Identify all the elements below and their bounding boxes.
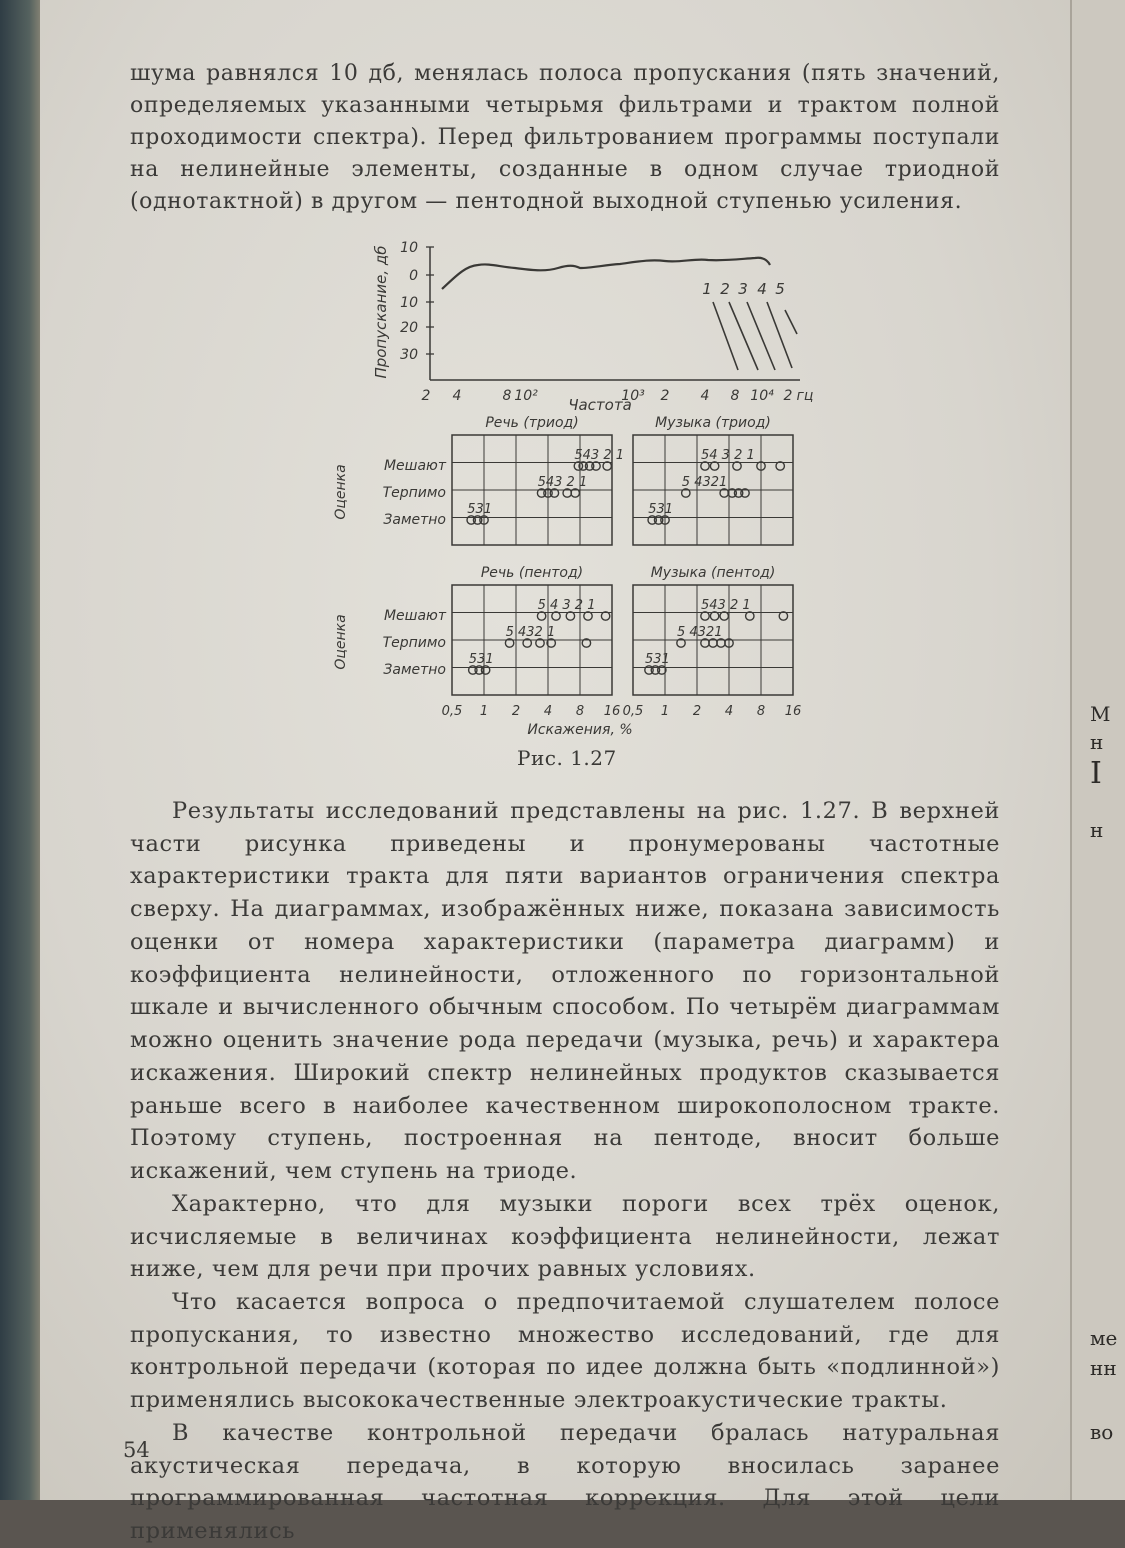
adjacent-page-edge xyxy=(1070,0,1125,1500)
grid-x-tick-label: 16 xyxy=(603,704,621,719)
grid-y-label-upper: Оценка xyxy=(333,464,349,520)
grid-x-tick-label: 4 xyxy=(724,704,734,719)
freq-y-tick-label: 20 xyxy=(400,320,418,336)
rating-marker xyxy=(603,462,611,470)
freq-y-tick-label: 30 xyxy=(400,347,418,363)
panel-title: Музыка (триод) xyxy=(655,415,771,431)
rating-marker xyxy=(710,462,718,470)
right-page-fragment: М xyxy=(1090,702,1111,726)
freq-y-tick-label: 0 xyxy=(409,268,418,284)
grid-y-label-lower: Оценка xyxy=(333,614,349,670)
top-paragraph-block xyxy=(130,58,1000,217)
freq-chart xyxy=(372,240,813,414)
freq-y-axis-label: Пропускание, дб xyxy=(372,245,390,379)
curve-number-label: 5 xyxy=(775,280,785,298)
curve-number-label: 1 xyxy=(702,280,712,298)
figure-caption: Рис. 1.27 xyxy=(517,746,617,770)
series-number-label: 543 2 1 xyxy=(701,598,751,613)
rating-marker xyxy=(710,612,718,620)
curve-number-label: 2 xyxy=(720,280,730,298)
grid-x-tick-label: 2 xyxy=(692,704,702,719)
rating-marker xyxy=(592,462,600,470)
page-number: 54 xyxy=(123,1438,150,1462)
rating-row-label: Терпимо xyxy=(382,635,446,651)
body-paragraph: Результаты исследований представлены на рис. 1.27. В верхней части рисунка приведены и пронумерованы частотные характеристики тракта для пяти вариантов ограничения спектра сверху. На диаграммах, изображённых ниже, показана зависимость оценки от номера характеристики (параметра диаграмм) и коэффициента нелинейности, отложенного по горизонтальной шкале и вычисленного обычным способом. По четырём диаграммам можно оценить значение рода передачи (музыка, речь) и характера искажения. Широкий спектр нелинейных продуктов сказывается раньше всего в наиболее качественном широкополосном тракте. Поэтому ступень, построенная на пентоде, вносит больше искажений, чем ступень на триоде. xyxy=(130,798,1000,1185)
series-number-label: 531 xyxy=(645,652,670,667)
series-number-label: 543 2 1 xyxy=(574,448,625,463)
rating-marker xyxy=(779,612,787,620)
rolloff-line-1 xyxy=(713,302,738,370)
rating-panel xyxy=(633,415,793,545)
rating-marker xyxy=(733,462,741,470)
grid-x-tick-label: 1 xyxy=(660,704,670,719)
book-spine-edge xyxy=(0,0,42,1500)
series-number-label: 5 4 3 2 1 xyxy=(537,598,596,613)
grid-x-tick-label: 1 xyxy=(479,704,489,719)
top-paragraph: шума равнялся 10 дб, менялась полоса пропускания (пять значений, определяемых указанными четырьмя фильтрами и трактом полной проходимости спектра). Перед фильтрованием программы поступали на нелинейные элементы, созданные в одном случае триодной (однотактной) в другом — пентодной выходной ступенью усиления. xyxy=(130,61,1000,214)
grid-x-tick-label: 2 xyxy=(511,704,521,719)
rating-marker xyxy=(566,612,574,620)
figure-svg xyxy=(330,232,820,737)
figure-1-27 xyxy=(330,232,820,737)
freq-x-tick-label: гц xyxy=(796,388,814,404)
rating-panel xyxy=(383,565,621,719)
right-page-fragment: нн xyxy=(1090,1356,1117,1380)
freq-x-tick-label: 10³ xyxy=(621,388,645,404)
freq-x-tick-label: 8 xyxy=(730,388,740,404)
freq-x-tick-label: 8 xyxy=(502,388,512,404)
grid-x-axis-label: Искажения, % xyxy=(527,722,633,737)
body-text-block xyxy=(130,795,1000,1548)
grid-x-tick-label: 8 xyxy=(575,704,585,719)
freq-x-tick-label: 2 xyxy=(421,388,431,404)
right-page-fragment: ме xyxy=(1090,1326,1118,1350)
body-paragraph: Характерно, что для музыки пороги всех трёх оценок, исчисляемые в величинах коэффициента нелинейности, лежат ниже, чем для речи при прочих равных условиях. xyxy=(130,1190,1000,1283)
right-page-fragment: н xyxy=(1090,730,1104,754)
grid-x-tick-label: 16 xyxy=(784,704,802,719)
rating-marker xyxy=(601,612,609,620)
right-page-fragment: н xyxy=(1090,818,1104,842)
rating-panel xyxy=(623,565,802,719)
series-number-label: 543 2 1 xyxy=(537,475,588,490)
freq-x-tick-label: 4 xyxy=(452,388,462,404)
series-number-label: 54 3 2 1 xyxy=(701,448,755,463)
rating-marker xyxy=(720,612,728,620)
series-number-label: 531 xyxy=(467,502,493,517)
series-number-label: 531 xyxy=(648,502,674,517)
rolloff-line-5 xyxy=(785,310,797,334)
curve-number-label: 3 xyxy=(738,280,748,298)
freq-x-tick-label: 10⁴ xyxy=(750,388,774,404)
grid-x-tick-label: 4 xyxy=(543,704,553,719)
rating-marker xyxy=(552,612,560,620)
rolloff-line-2 xyxy=(729,302,758,370)
rating-grids xyxy=(383,415,802,719)
body-paragraph: В качестве контрольной передачи бралась натуральная акустическая передача, в которую вносилась заранее программированная частотная коррекция. Для этой цели применялись xyxy=(130,1419,1000,1545)
grid-x-tick-label: 0,5 xyxy=(441,704,463,719)
freq-y-tick-label: 10 xyxy=(400,240,418,256)
rating-panel xyxy=(383,415,624,545)
freq-x-tick-label: 2 xyxy=(660,388,670,404)
freq-y-tick-label: 10 xyxy=(400,295,418,311)
rating-marker xyxy=(776,462,784,470)
right-page-fragment: во xyxy=(1090,1420,1114,1444)
rating-row-label: Мешают xyxy=(383,608,446,624)
curve-number-label: 4 xyxy=(757,280,767,298)
right-page-fragment: I xyxy=(1090,756,1102,791)
freq-x-tick-label: 2 xyxy=(783,388,793,404)
freq-x-tick-label: 4 xyxy=(700,388,710,404)
series-number-label: 5 4321 xyxy=(677,625,723,640)
rating-row-label: Заметно xyxy=(383,512,446,528)
panel-title: Музыка (пентод) xyxy=(650,565,776,581)
grid-x-tick-label: 0,5 xyxy=(622,704,644,719)
rating-marker xyxy=(746,612,754,620)
rating-row-label: Мешают xyxy=(383,458,446,474)
series-number-label: 5 432 1 xyxy=(505,625,556,640)
freq-x-tick-label: 10² xyxy=(514,388,538,404)
rating-row-label: Терпимо xyxy=(382,485,446,501)
series-number-label: 531 xyxy=(468,652,494,667)
rating-marker xyxy=(537,612,545,620)
rating-marker xyxy=(584,612,592,620)
rating-marker xyxy=(701,612,709,620)
panel-title: Речь (триод) xyxy=(485,415,579,431)
series-number-label: 5 4321 xyxy=(681,475,728,490)
panel-title: Речь (пентод) xyxy=(480,565,584,581)
rating-row-label: Заметно xyxy=(383,662,446,678)
grid-x-tick-label: 8 xyxy=(756,704,766,719)
freq-x-axis-label: Частота xyxy=(568,396,632,414)
body-paragraph: Что касается вопроса о предпочитаемой слушателем полосе пропускания, то известно множество исследований, где для контрольной передачи (которая по идее должна быть «подлинной») применялись высококачественные электроакустические тракты. xyxy=(130,1289,1000,1414)
rating-marker xyxy=(701,462,709,470)
